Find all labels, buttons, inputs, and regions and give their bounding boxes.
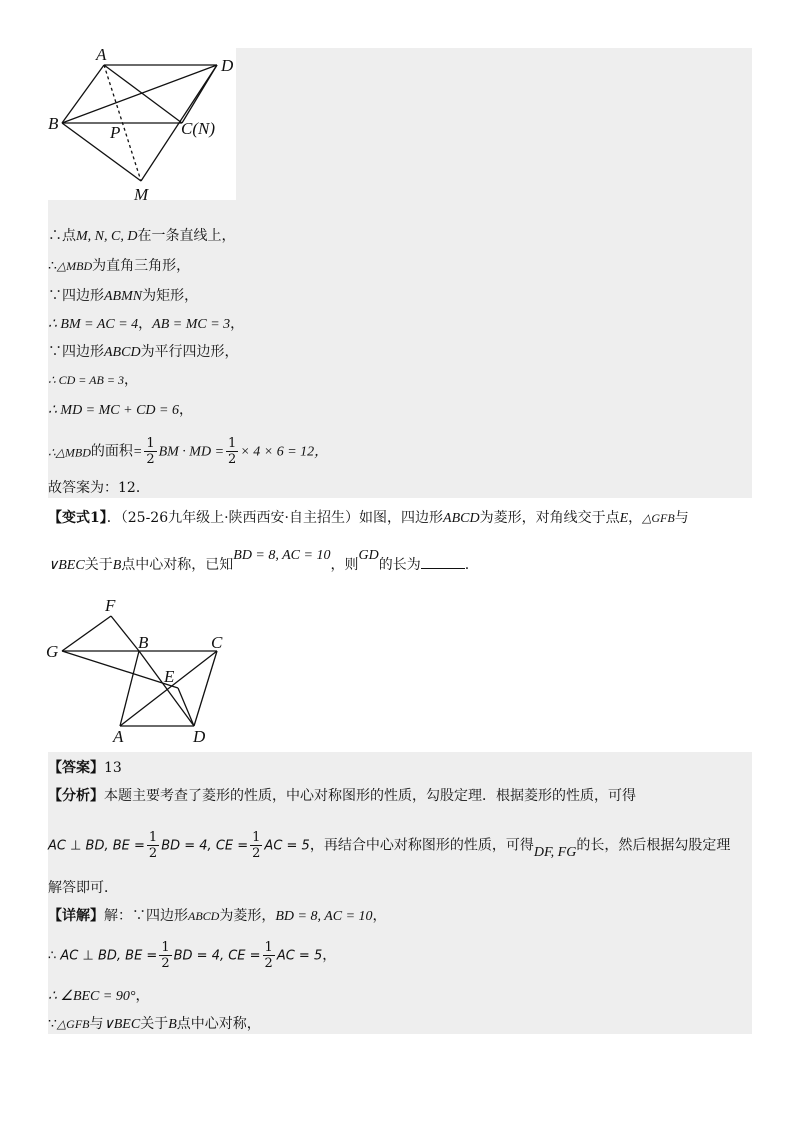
math: AC = 5 — [264, 838, 310, 854]
text: 解答即可． — [48, 880, 118, 896]
denominator: 2 — [252, 846, 261, 861]
text: 点中心对称， — [176, 1016, 261, 1032]
text: 解：∵四边形 — [104, 908, 188, 924]
text: 与 — [89, 1016, 104, 1032]
sol-line-6 — [48, 370, 138, 390]
label-A: A — [96, 45, 107, 64]
sol-line-7 — [48, 400, 193, 421]
math: DF, FG — [533, 844, 577, 860]
math: AC = 5 — [276, 948, 323, 964]
seg-GE — [62, 651, 178, 688]
text: ， — [138, 316, 153, 332]
text: ，则 — [330, 557, 359, 573]
fraction — [144, 436, 156, 467]
numerator: 1 — [264, 940, 273, 955]
text: 本题主要考查了菱形的性质，中心对称图形的性质，勾股定理．根据菱形的性质，可得 — [104, 788, 636, 804]
text: 故答案为：12． — [48, 480, 150, 496]
text: 为菱形，对角线交于点 — [479, 510, 620, 526]
math: BD = 4, CE = — [173, 948, 261, 964]
text: ∴点 — [48, 228, 76, 244]
seg-BD — [139, 651, 194, 726]
detail-tag: 【详解】 — [48, 908, 104, 924]
math: ∨BEC — [48, 558, 85, 573]
text: ， — [628, 510, 643, 526]
text: ∵四边形 — [48, 288, 104, 304]
text: 为矩形， — [142, 288, 199, 304]
math: ABCD — [443, 511, 480, 526]
math: AB = MC = 3 — [152, 317, 231, 332]
label-C: C(N) — [181, 119, 215, 138]
math: △MBD — [56, 259, 93, 273]
fraction — [147, 830, 159, 861]
text: 的长为 — [378, 557, 421, 573]
math: ∴ AC ⊥ BD, BE = — [48, 948, 158, 964]
text: ，再结合中心对称图形的性质，可得 — [309, 837, 534, 854]
math: ∨BEC — [103, 1017, 141, 1032]
math: ABCD — [104, 345, 141, 360]
detail-line-2 — [48, 940, 336, 972]
denominator: 2 — [146, 452, 155, 467]
label-C: C — [211, 633, 223, 652]
text: ， — [178, 402, 193, 418]
figure-parallelogram — [44, 44, 244, 204]
fraction — [226, 436, 238, 467]
answer-tag: 【答案】 — [48, 760, 104, 776]
text: ， — [322, 947, 337, 964]
label-D: D — [221, 56, 234, 75]
numerator: 1 — [252, 830, 261, 845]
label-M: M — [134, 185, 149, 204]
sol-line-1 — [48, 226, 235, 247]
math: B — [168, 1017, 177, 1032]
denominator: 2 — [148, 846, 158, 861]
math: B — [112, 558, 122, 573]
label-A: A — [113, 727, 124, 746]
detail-line-4 — [48, 1014, 261, 1035]
answer-blank — [421, 554, 465, 569]
math: AC ⊥ BD, BE = — [48, 838, 145, 854]
math: BM · MD = — [158, 444, 225, 460]
sol-line-3 — [48, 286, 198, 307]
analysis-line-2 — [48, 830, 730, 862]
text: ， — [372, 908, 387, 924]
fraction — [250, 830, 262, 861]
math: E — [619, 511, 629, 526]
fraction — [159, 940, 171, 971]
analysis-line-3 — [48, 878, 118, 898]
math: △GFB — [642, 511, 675, 525]
math: ABMN — [104, 289, 143, 304]
math: ∴△MBD — [48, 445, 91, 460]
math: ABCD — [188, 909, 220, 923]
denominator: 2 — [264, 956, 273, 971]
math: M, N, C, D — [76, 229, 138, 244]
math: GD — [358, 548, 379, 563]
text: ∵ — [48, 1016, 57, 1032]
math: = — [132, 444, 143, 460]
variant-question-line-1 — [48, 508, 689, 529]
math: ∴ BM = AC = 4 — [48, 317, 139, 332]
text: 在一条直线上， — [137, 228, 236, 244]
sol-line-2 — [48, 256, 190, 276]
math: BD = 8, AC = 10 — [233, 548, 331, 563]
seg-FB — [111, 616, 139, 651]
seg-BD — [62, 65, 217, 123]
denominator: 2 — [161, 956, 170, 971]
detail-line-3 — [48, 986, 149, 1007]
text: 为直角三角形， — [92, 258, 191, 274]
label-F: F — [105, 596, 116, 615]
detail-line-1 — [48, 906, 387, 927]
seg-BA — [120, 651, 139, 726]
numerator: 1 — [228, 436, 237, 451]
math: × 4 × 6 = 12， — [240, 444, 329, 460]
numerator: 1 — [148, 830, 158, 845]
fraction — [263, 940, 275, 971]
seg-CD — [194, 651, 217, 726]
shade-top — [236, 48, 752, 200]
numerator: 1 — [146, 436, 155, 451]
label-P: P — [110, 123, 121, 142]
text: 的面积 — [90, 443, 133, 460]
math: ∴ CD = AB = 3 — [48, 373, 124, 387]
text: ， — [135, 988, 150, 1004]
sol-line-5 — [48, 342, 239, 363]
label-B: B — [138, 633, 149, 652]
seg-GF — [62, 616, 111, 651]
numerator: 1 — [161, 940, 170, 955]
text: 关于 — [140, 1016, 169, 1032]
sol-line-4 — [48, 314, 244, 335]
seg-BM — [62, 123, 141, 181]
seg-AC — [120, 651, 217, 726]
text: 点中心对称，已知 — [121, 557, 234, 573]
seg-AC — [104, 65, 182, 123]
text: 为菱形， — [219, 908, 276, 924]
text: 与 — [674, 510, 689, 526]
denominator: 2 — [228, 452, 237, 467]
variant-question-line-2 — [48, 548, 470, 576]
text: ．（25-26九年级上·陕西西安·自主招生）如图，四边形 — [106, 510, 444, 526]
text: 为平行四边形， — [140, 344, 239, 360]
answer-value: 13 — [104, 760, 122, 776]
text: ， — [230, 316, 245, 332]
math: △GFB — [56, 1017, 90, 1031]
text: ， — [123, 372, 138, 388]
text: 的长，然后根据勾股定理 — [576, 837, 731, 854]
text: 关于 — [84, 557, 113, 573]
label-G: G — [46, 642, 59, 661]
label-E: E — [164, 667, 175, 686]
math: BD = 8, AC = 10 — [275, 909, 373, 924]
seg-AB — [62, 65, 104, 123]
text: . — [464, 557, 470, 573]
text: ∴ — [48, 258, 57, 274]
sol-line-8 — [48, 436, 328, 468]
sol-answer — [48, 478, 150, 498]
math: BD = 4, CE = — [161, 838, 249, 854]
label-B: B — [48, 114, 59, 133]
analysis-tag: 【分析】 — [48, 788, 104, 804]
text: ∵四边形 — [48, 344, 104, 360]
answer-line — [48, 758, 122, 778]
math: ∴ ∠BEC = 90° — [48, 989, 136, 1004]
analysis-line-1 — [48, 786, 636, 806]
label-D: D — [193, 727, 206, 746]
figure-rhombus — [40, 596, 240, 746]
variant-tag: 【变式1】 — [48, 510, 107, 526]
math: ∴ MD = MC + CD = 6 — [48, 403, 179, 418]
